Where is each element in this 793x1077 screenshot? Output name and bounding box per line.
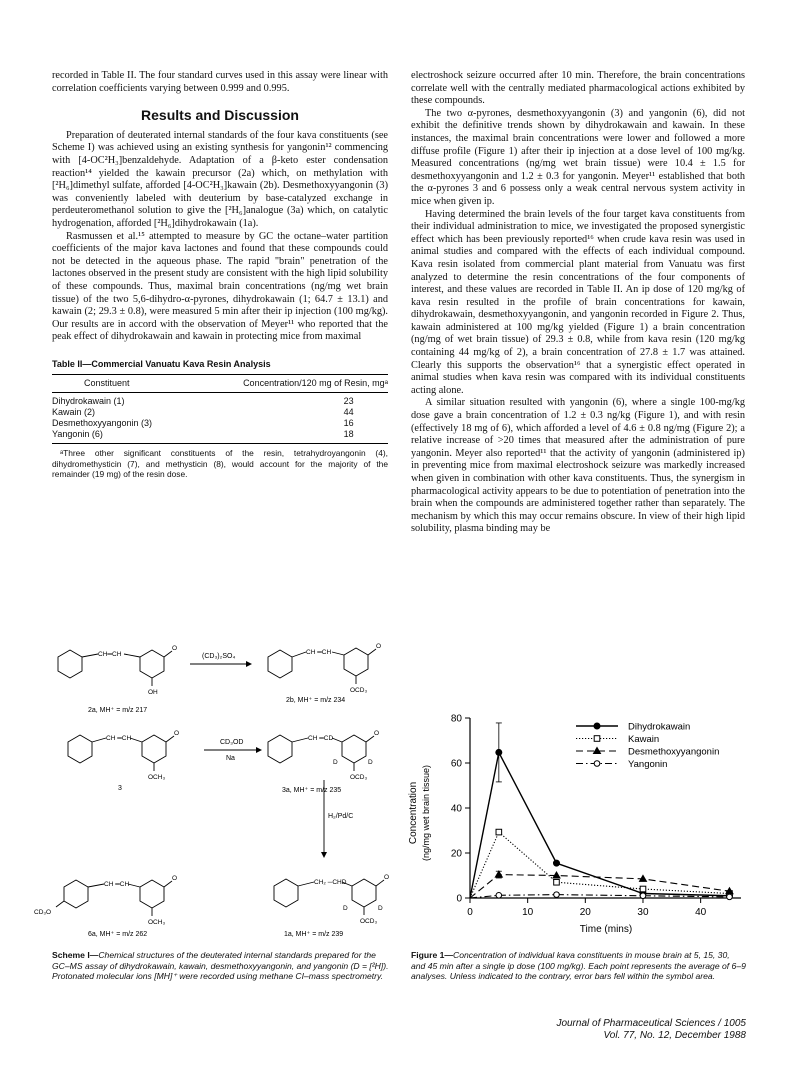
table-cell: 44 bbox=[343, 407, 354, 418]
journal-name-page: Journal of Pharmaceutical Sciences / 1005 bbox=[556, 1018, 746, 1029]
y-axis-label-units: (ng/mg wet brain tissue) bbox=[421, 764, 431, 862]
data-point bbox=[496, 749, 502, 755]
table-title: Table II—Commercial Vanuatu Kava Resin Analysis bbox=[52, 358, 271, 369]
data-point bbox=[554, 879, 560, 885]
figure-caption bbox=[411, 950, 746, 982]
data-point bbox=[554, 892, 560, 898]
svg-text:D: D bbox=[368, 759, 373, 766]
journal-volume: Vol. 77, No. 12, December 1988 bbox=[603, 1030, 746, 1041]
table-cell: Desmethoxyyangonin (3) bbox=[52, 418, 153, 429]
svg-text:O: O bbox=[376, 643, 382, 650]
svg-text:O: O bbox=[384, 874, 390, 881]
legend-marker bbox=[594, 723, 600, 729]
y-tick-label: 80 bbox=[450, 713, 462, 725]
svg-text:OCD₃: OCD₃ bbox=[350, 774, 368, 781]
benzene-ring bbox=[268, 650, 292, 678]
pyrone-ring bbox=[140, 880, 164, 908]
table-cell: Yangonin (6) bbox=[52, 429, 103, 440]
data-point bbox=[553, 860, 559, 866]
x-axis-label: Time (mins) bbox=[579, 924, 633, 935]
svg-text:D: D bbox=[343, 905, 348, 912]
svg-text:O: O bbox=[172, 645, 178, 652]
svg-text:CH₂ ─CHD: CH₂ ─CHD bbox=[314, 879, 347, 886]
table-header: Concentration/120 mg of Resin, mgᵃ bbox=[189, 375, 388, 393]
data-point bbox=[640, 893, 646, 899]
table-cell: Kawain (2) bbox=[52, 407, 96, 418]
svg-text:CH ═CH: CH ═CH bbox=[306, 649, 332, 656]
compound-label: 2a, MH⁺ = m/z 217 bbox=[88, 707, 148, 714]
svg-text:CD₃O: CD₃O bbox=[34, 909, 52, 916]
legend-label: Dihydrokawain bbox=[628, 721, 691, 733]
x-tick-label: 10 bbox=[522, 907, 534, 918]
reagent-label: Na bbox=[226, 755, 235, 762]
legend-marker bbox=[594, 761, 600, 767]
data-point bbox=[727, 894, 733, 900]
y-tick-label: 60 bbox=[450, 758, 462, 770]
pyrone-ring bbox=[342, 735, 366, 763]
table-row bbox=[52, 393, 388, 408]
table-cell: Dihydrokawain (1) bbox=[52, 396, 125, 407]
paragraph: The two α-pyrones, desmethoxyyangonin (3) and yangonin (6), did not exhibit the definitive trends shown by dihydrokawain and kawain. In these instances, the maximal brain concentrations were lower and followed a more diffuse profile (Figure 1) after their ip injection at a dose level of 100 mg/kg. Measured concentrations (ng/mg wet brain tissue) were 10.4 ± 1.5 for desmethoxyyangonin and 1.2 ± 0.3 for yangonin. Meyer¹¹ established that both the α-pyrones 3 and 6 possess only a weak central nervous system activity in mice when given ip. bbox=[411, 107, 745, 207]
x-tick-label: 20 bbox=[579, 907, 591, 918]
svg-text:O: O bbox=[374, 730, 380, 737]
y-tick-label: 40 bbox=[450, 803, 462, 815]
compound-label: 3a, MH⁺ = m/z 235 bbox=[282, 787, 342, 794]
caption-lead: Scheme I— bbox=[52, 950, 99, 960]
caption-lead: Figure 1— bbox=[411, 950, 454, 960]
benzene-ring bbox=[64, 880, 88, 908]
caption-body: Concentration of individual kava constituents in mouse brain at 5, 15, 30, and 45 min after a single ip dose (100 mg/kg). Each point represents the average of 6–9 analyses. Unless indicated to the contrary, error bars fell within the symbol area. bbox=[411, 950, 746, 982]
reagent-label: H₂/Pd/C bbox=[328, 813, 354, 820]
svg-text:D: D bbox=[333, 759, 338, 766]
journal-footer bbox=[556, 1018, 746, 1042]
table-footnote: ᵃThree other significant constituents of the resin, tetrahydroyangonin (4), dihydromethysticin (7), and methysticin (8), would account for the majority of the remainder (19 mg) of the resin dose. bbox=[52, 448, 388, 480]
reagent-label: CD₃OD bbox=[220, 739, 244, 746]
data-point bbox=[496, 829, 502, 835]
y-tick-label: 20 bbox=[450, 848, 462, 860]
legend-marker bbox=[594, 736, 600, 742]
compound-label: 2b, MH⁺ = m/z 234 bbox=[286, 697, 346, 704]
x-tick-label: 0 bbox=[467, 907, 473, 918]
paragraph: Preparation of deuterated internal standards of the four kava constituents (see Scheme I) was achieved using an existing synthesis for yangonin¹² commencing with [4-OC²H₃]benzaldehyde. Adaptation of a β-keto ester condensation reaction¹⁴ yielded the kawain precursor (2a) which, on methylation with [²H₆]dimethyl sulfate, afforded [4-OC²H₃]kawain (2b). Desmethoxyyangonin (3) was conveniently labeled with deuterium by base-catalyzed exchange in perdeuteromethanol solution to give the [²H₆]analogue (3a) which, on catalytic hydrogenation, afforded [²H₆]dihydrokawain (1a). bbox=[52, 129, 388, 229]
figure-1-chart bbox=[396, 708, 756, 943]
table-cell: 18 bbox=[343, 429, 354, 440]
right-column bbox=[411, 70, 745, 536]
benzene-ring bbox=[58, 650, 82, 678]
left-column bbox=[52, 70, 388, 480]
pyrone-ring bbox=[344, 648, 368, 676]
caption-body: Chemical structures of the deuterated internal standards prepared for the GC–MS assay of dihydrokawain, kawain, desmethoxyyangonin, and yangonin (D = [²H]). Protonated molecular ions [MH]⁺ were recorded using methane CI–mass spectrometry. bbox=[52, 950, 389, 982]
pyrone-ring bbox=[352, 879, 376, 907]
series-line bbox=[470, 832, 729, 898]
paragraph: Rasmussen et al.¹⁵ attempted to measure by GC the octane–water partition coefficients of the major kava lactones and found that these compounds could not be detected in the aqueous phase. The rapid "brain" penetration of the lactones observed in the present study are consistent with the high lipid solubility of these compounds. Thus, maximal brain concentrations (ng/mg wet brain tissue) of the two 5,6-dihydro-α-pyrones, dihydrokawain (1; 64.7 ± 13.1) and kawain (2; 29.3 ± 0.8), were measured 5 min after their ip injection (100 mg/kg). Our results are in accord with the observation of Meyer¹¹ who reported that the peak effect of dihydrokawain and kawain in protecting mice from maximal bbox=[52, 230, 388, 343]
data-point bbox=[640, 886, 646, 892]
svg-text:OCD₃: OCD₃ bbox=[350, 687, 368, 694]
table-row bbox=[52, 407, 388, 418]
benzene-ring bbox=[274, 879, 298, 907]
paragraph: recorded in Table II. The four standard curves used in this assay were linear with correlation coefficients varying between 0.999 and 0.995. bbox=[52, 70, 388, 94]
y-axis-label: Concentration bbox=[408, 781, 419, 845]
svg-text:CH═CH: CH═CH bbox=[98, 651, 122, 658]
data-table bbox=[52, 374, 388, 444]
compound-label: 1a, MH⁺ = m/z 239 bbox=[284, 931, 344, 938]
compound-label: 3 bbox=[118, 785, 122, 792]
scheme-caption bbox=[52, 950, 390, 982]
compound-label: 6a, MH⁺ = m/z 262 bbox=[88, 931, 148, 938]
svg-text:CH ═CH: CH ═CH bbox=[106, 735, 132, 742]
paragraph: A similar situation resulted with yangonin (6), where a single 100-mg/kg dose gave a brain concentration of 1.2 ± 0.3 ng/kg (Figure 1), and with resin (effectively 18 mg of 6), which afforded a level of 4.6 ± 0.8 ng/mg (Figure 2); a relative increase of >20 times that measured after the administration of pure yangonin. Meyer also reported¹¹ that the activity of yangonin (administered ip) in preventing mice from maximal electroshock seizure was markedly increased when given in combination with other kava constituents. Thus, the synergism in pharmacological activity appears to be due to potentiation of penetration into the brain when the compounds are administered together rather than separately. The mechanism by which this may occur remains obscure. In view of their high lipid solubility, plasma binding may be bbox=[411, 397, 745, 535]
legend-label: Kawain bbox=[628, 734, 660, 745]
series-line bbox=[470, 752, 729, 898]
table-cell: 23 bbox=[343, 396, 354, 407]
pyrone-ring bbox=[140, 650, 164, 678]
y-tick-label: 0 bbox=[456, 893, 462, 905]
svg-text:O: O bbox=[174, 730, 180, 737]
benzene-ring bbox=[68, 735, 92, 763]
paragraph: Having determined the brain levels of the four target kava constituents from their individual administration to mice, we investigated the proposed synergistic effect which has been previously reported¹⁶ when crude kava resin was used in animal studies and compared with the effects of each individual compound. Kava resin isolated from commercial plant material from Vanuatu was first analyzed to determine the resin concentrations of the four components of interest, and these values are recorded in Table II. An ip dose of 120 mg/kg of kava resin resulted in the profile of brain concentrations for kawain, dihydrokawain, desmethoxyyangonin, and yangonin recorded in Figure 2. Thus, kawain administered at 100 mg/kg yielded (Figure 1) a brain concentration (ng/mg of wet brain tissue) of 29.3 ± 0.8, while from kava resin (120 mg/kg containing 44 mg/kg of 2), a brain concentration of 27.8 ± 1.7 was attained. Clearly this supports the observation¹⁶ that a synergistic effect operated in animal studies when kava resin was compared with its individual constituents acting alone. bbox=[411, 208, 745, 396]
svg-text:OCH₃: OCH₃ bbox=[148, 919, 166, 926]
svg-text:CH ═CH: CH ═CH bbox=[104, 881, 130, 888]
series-desmethoxyyangonin bbox=[470, 871, 733, 898]
svg-text:OCH₃: OCH₃ bbox=[148, 774, 166, 781]
x-tick-label: 40 bbox=[695, 907, 707, 918]
data-point bbox=[496, 893, 502, 899]
benzene-ring bbox=[268, 735, 292, 763]
legend bbox=[576, 722, 719, 771]
reagent-label: (CD₃)₂SO₄ bbox=[202, 653, 236, 660]
section-heading: Results and Discussion bbox=[141, 107, 299, 124]
svg-text:CH ═CD: CH ═CD bbox=[308, 735, 334, 742]
pyrone-ring bbox=[142, 735, 166, 763]
table-row bbox=[52, 429, 388, 444]
svg-text:D: D bbox=[378, 905, 383, 912]
svg-text:OH: OH bbox=[148, 689, 158, 696]
table-cell: 16 bbox=[343, 418, 354, 429]
series-kawain bbox=[470, 829, 732, 898]
table-header: Constituent bbox=[52, 375, 189, 393]
svg-text:O: O bbox=[172, 875, 178, 882]
x-tick-label: 30 bbox=[637, 907, 649, 918]
paragraph: electroshock seizure occurred after 10 min. Therefore, the brain concentrations correlate well with the centrally mediated pharmacological actions exhibited by these compounds. bbox=[411, 70, 745, 107]
scheme-structures bbox=[28, 632, 398, 944]
svg-text:OCD₃: OCD₃ bbox=[360, 918, 378, 925]
legend-label: Yangonin bbox=[628, 759, 668, 770]
table-row bbox=[52, 418, 388, 429]
legend-label: Desmethoxyyangonin bbox=[628, 746, 720, 758]
